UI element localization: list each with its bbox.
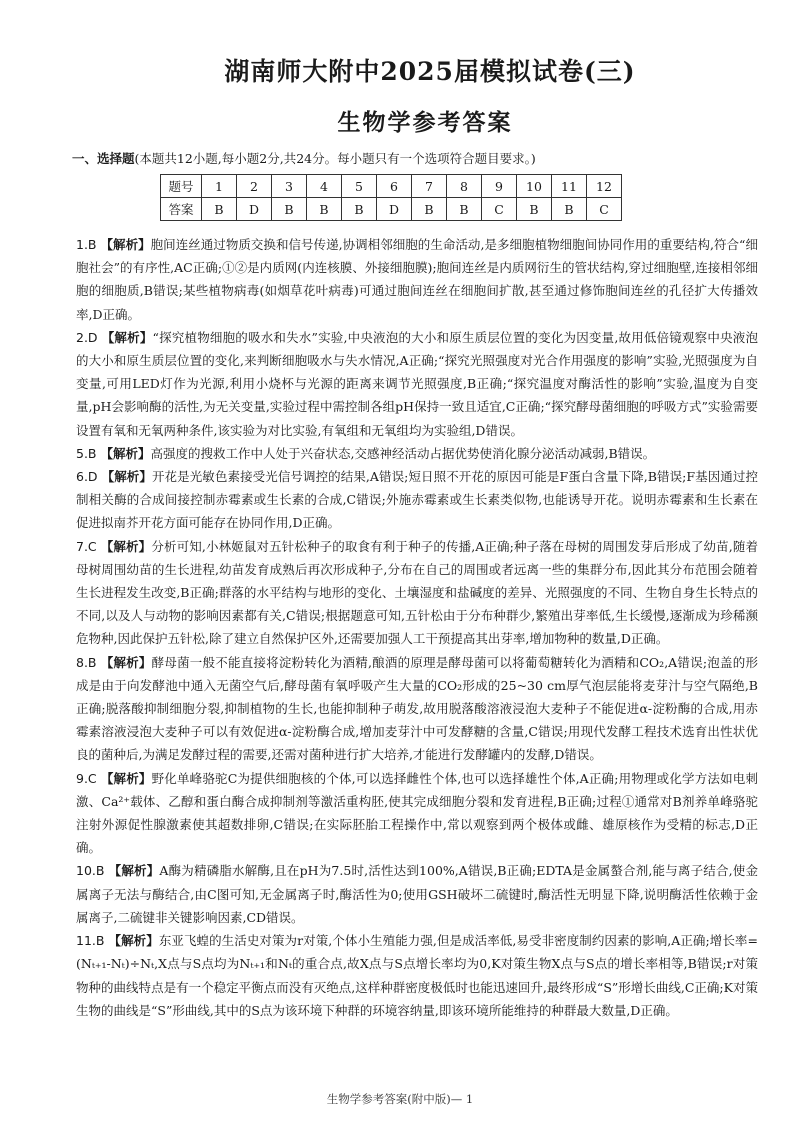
analysis-tag: 【解析】 (100, 538, 152, 554)
explanation-item (76, 442, 758, 465)
explanation-item (76, 651, 758, 767)
page-subtitle: 生物学参考答案 (337, 109, 513, 136)
answer-table-answer-cell: B (412, 198, 447, 221)
answer-table-number-cell: 5 (342, 175, 377, 198)
section-note: (本题共12小题,每小题2分,共24分。每小题只有一个选项符合题目要求。) (134, 151, 536, 166)
answer-table-answer-cell: B (342, 198, 377, 221)
explanation-text: 东亚飞蝗的生活史对策为r对策,个体小生殖能力强,但是成活率低,易受非密度制约因素的影响,A正确;增长率=(Nₜ₊₁-Nₜ)÷Nₜ,X点与S点均为Nₜ₊₁和Nₜ的重合点,故X点与S点增长率均为0,K对策生物X点与S点的增长率相等,B错误;r对策物种的曲线特点是有一个稳定平衡点而没有灭绝点,这样种群密度极低时也能迅速回升,最终形成“S”形增长曲线,C正确;K对策生物的曲线是“S”形曲线,其中的S点为该环境下种群的环境容纳量,即该环境所能维持的种群最大数量,D正确。 (76, 933, 758, 1018)
question-answer-label: 1.B (76, 237, 97, 252)
explanation-text: 分析可知,小林姬鼠对五针松种子的取食有利于种子的传播,A正确;种子落在母树的周围发芽后形成了幼苗,随着母树周围幼苗的生长进程,幼苗发育成熟后再次形成种子,分布在自己的周围或者远离一些的集群分布,因此其分布范围会随着生长进程发生改变,B正确;群落的水平结构与地形的变化、土壤湿度和盐碱度的差异、光照强度的不同、生物自身生长特点的不同,以及人与动物的影响因素都有关,C错误;根据题意可知,五针松由于分布种群少,繁殖出芽率低,生长缓慢,逐渐成为珍稀濒危物种,因此保护五针松,除了建立自然保护区外,还需要加强人工干预提高其出芽率,增加物种的数量,D正确。 (76, 538, 758, 647)
answer-table-answer-cell: C (587, 198, 622, 221)
analysis-tag: 【解析】 (108, 933, 159, 949)
explanation-text: 开花是光敏色素接受光信号调控的结果,A错误;短日照不开花的原因可能是F蛋白含量下降,B错误;F基因通过控制相关酶的合成间接控制赤霉素或生长素的合成,C错误;外施赤霉素或生长素类似物,也能诱导开花。说明赤霉素和生长素在促进拟南芥开花方面可能存在协同作用,D正确。 (76, 469, 758, 531)
explanation-text: 胞间连丝通过物质交换和信号传递,协调相邻细胞的生命活动,是多细胞植物细胞间协同作用的重要结构,符合“细胞社会”的有序性,AC正确;①②是内质网(内连核膜、外接细胞膜);胞间连丝是内质网衍生的管状结构,穿过细胞壁,连接相邻细胞的细胞质,B错误;某些植物病毒(如烟草花叶病毒)可通过胞间连丝在细胞间扩散,甚至通过修饰胞间连丝的孔径扩大传播效率,D正确。 (76, 237, 758, 322)
question-answer-label: 11.B (76, 933, 105, 949)
answer-table-answer-cell: B (307, 198, 342, 221)
answer-table-answer-cell: D (237, 198, 272, 221)
answer-table-row-answers (161, 198, 622, 221)
answer-table-number-cell: 8 (447, 175, 482, 198)
answer-table-answer-cell: B (517, 198, 552, 221)
answer-table-number-cell: 3 (272, 175, 307, 198)
analysis-tag: 【解析】 (101, 469, 152, 485)
question-answer-label: 6.D (76, 469, 98, 485)
question-answer-label: 5.B (76, 445, 97, 461)
answer-table-answer-cell: B (447, 198, 482, 221)
analysis-tag: 【解析】 (101, 329, 153, 345)
answer-table-number-cell: 4 (307, 175, 342, 198)
analysis-tag: 【解析】 (100, 445, 151, 461)
answer-table-header-number: 题号 (161, 175, 202, 198)
analysis-tag: 【解析】 (100, 770, 152, 786)
explanations-list (76, 233, 758, 1022)
explanation-text: 野化单峰骆驼C为提供细胞核的个体,可以选择雌性个体,也可以选择雄性个体,A正确;用物理或化学方法如电刺激、Ca²⁺载体、乙醇和蛋白酶合成抑制剂等激活重构胚,使其完成细胞分裂和发育进程,B正确;过程①通常对B剂养单峰骆驼注射外源促性腺激素使其超数排卵,C错误;在实际胚胎工程操作中,常以观察到两个极体或雌、雄原核作为受精的标志,D正确。 (76, 770, 758, 856)
question-answer-label: 9.C (76, 770, 97, 786)
answer-table-number-cell: 1 (202, 175, 237, 198)
explanation-item (76, 326, 758, 442)
explanation-item (76, 767, 758, 860)
page-footer: 生物学参考答案(附中版)— 1 (326, 1092, 474, 1106)
explanation-text: 高强度的搜救工作中人处于兴奋状态,交感神经活动占据优势使消化腺分泌活动减弱,B错误。 (150, 445, 656, 461)
answer-table-answer-cell: B (202, 198, 237, 221)
answer-table-row-numbers (161, 175, 622, 198)
answer-table-number-cell: 9 (482, 175, 517, 198)
answer-table-answer-cell: D (377, 198, 412, 221)
answer-table-number-cell: 12 (587, 175, 622, 198)
question-answer-label: 2.D (76, 329, 98, 345)
question-answer-label: 7.C (76, 538, 97, 554)
explanation-item (76, 465, 758, 535)
question-answer-label: 8.B (76, 654, 97, 670)
explanation-text: A酶为精磷脂水解酶,且在pH为7.5时,活性达到100%,A错误,B正确;EDTA是金属螯合剂,能与离子结合,使金属离子无法与酶结合,由C图可知,无金属离子时,酶活性为0;使用GSH破坏二硫键时,酶活性无明显下降,说明酶活性依赖于金属离子,二硫键非关键影响因素,CD错误。 (76, 863, 758, 925)
analysis-tag: 【解析】 (100, 654, 152, 670)
explanation-item (76, 233, 758, 326)
answer-table (160, 174, 622, 221)
answer-table-number-cell: 2 (237, 175, 272, 198)
section-label: 一、选择题 (72, 151, 135, 166)
answer-table-number-cell: 6 (377, 175, 412, 198)
explanation-text: 酵母菌一般不能直接将淀粉转化为酒精,酿酒的原理是酵母菌可以将葡萄糖转化为酒精和CO₂,A错误;泡盖的形成是由于向发酵池中通入无菌空气后,酵母菌有氧呼吸产生大量的CO₂形成的25~30 cm厚气泡层能将麦芽汁与空气隔绝,B正确;脱落酸抑制细胞分裂,抑制植物的生长,也能抑制种子萌发,故用脱落酸溶液浸泡大麦种子不能促进α-淀粉酶的合成,用赤霉素溶液浸泡大麦种子可以有效促进α-淀粉酶合成,增加麦芽汁中可发酵糖的含量,C错误;用现代发酵工程技术选育出性状优良的菌种后,为满足发酵过程的需要,还需对菌种进行扩大培养,才能进行发酵罐内的发酵,D错误。 (76, 654, 758, 763)
section-heading (72, 150, 752, 168)
explanation-item (76, 535, 758, 651)
answer-table-answer-cell: C (482, 198, 517, 221)
explanation-item (76, 859, 758, 929)
answer-table-number-cell: 10 (517, 175, 552, 198)
answer-table-number-cell: 7 (412, 175, 447, 198)
page-title: 湖南师大附中2025届模拟试卷(三) (224, 57, 636, 86)
explanation-text: “探究植物细胞的吸水和失水”实验,中央液泡的大小和原生质层位置的变化为因变量,故用低倍镜观察中央液泡的大小和原生质层位置的变化,来判断细胞吸水与失水情况,A正确;“探究光照强度对光合作用强度的影响”实验,光照强度为自变量,可用LED灯作为光源,利用小烧杯与光源的距离来调节光照强度,B正确;“探究温度对酶活性的影响”实验,温度为自变量,pH会影响酶的活性,为无关变量,实验过程中需控制各组pH保持一致且适宜,C正确;“探究酵母菌细胞的呼吸方式”实验需要设置有氧和无氧两种条件,该实验为对比实验,有氧组和无氧组均为实验组,D错误。 (76, 329, 758, 438)
answer-table-answer-cell: B (552, 198, 587, 221)
analysis-tag: 【解析】 (108, 863, 160, 879)
explanation-item (76, 929, 758, 1022)
answer-table-answer-cell: B (272, 198, 307, 221)
analysis-tag: 【解析】 (100, 237, 151, 252)
question-answer-label: 10.B (76, 863, 105, 879)
answer-table-number-cell: 11 (552, 175, 587, 198)
answer-table-header-answer: 答案 (161, 198, 202, 221)
